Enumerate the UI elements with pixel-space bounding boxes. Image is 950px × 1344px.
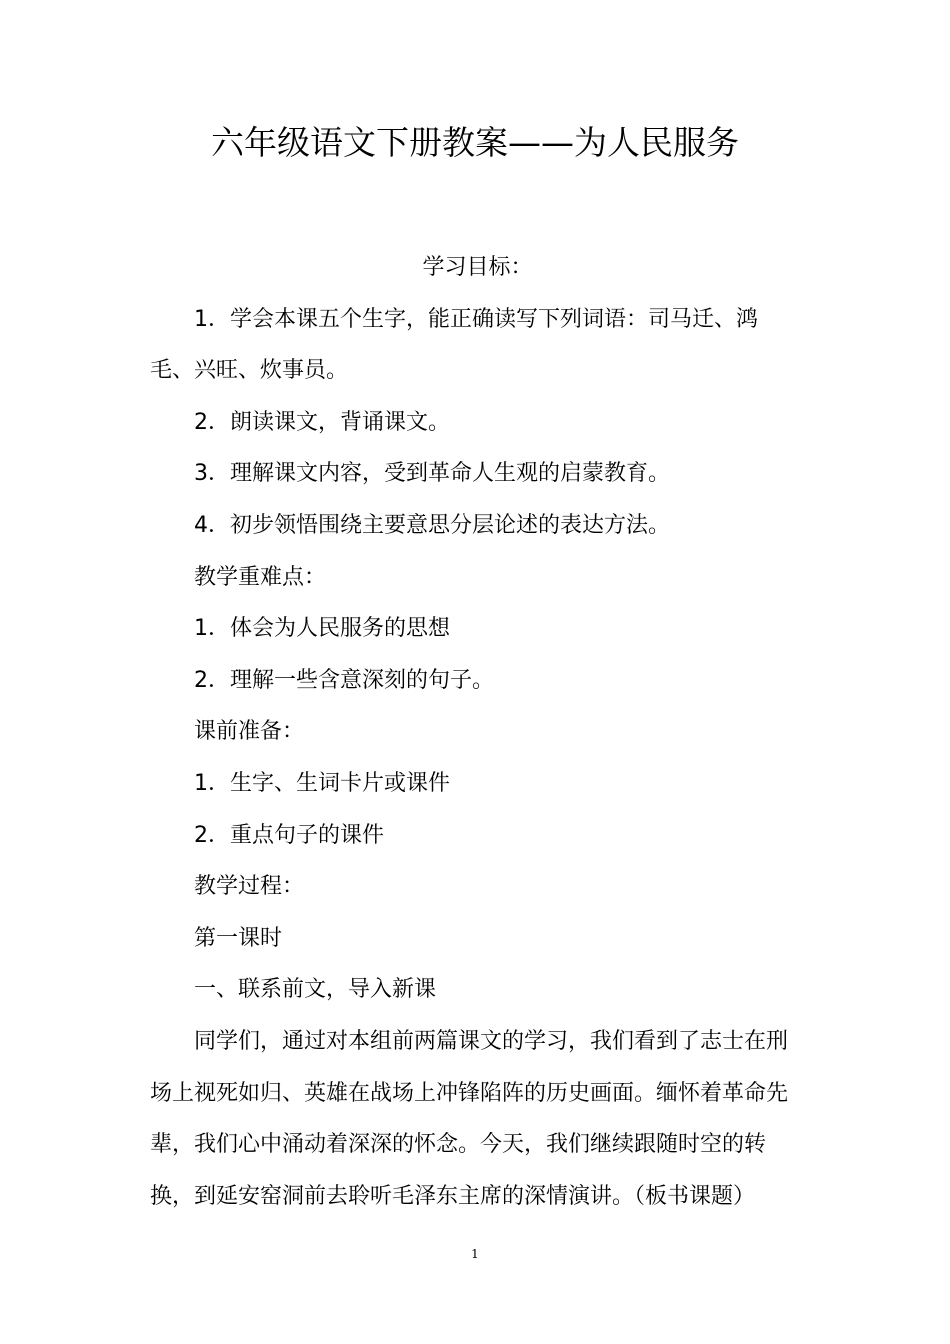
page-number: 1 xyxy=(471,1247,479,1261)
paragraph-line: 2．朗读课文，背诵课文。 xyxy=(194,409,450,435)
paragraph-line: 3．理解课文内容，受到革命人生观的启蒙教育。 xyxy=(194,461,670,487)
heading-preparation: 课前准备： xyxy=(194,719,305,745)
paragraph-line: 换，到延安窑洞前去聆听毛泽东主席的深情演讲。（板书课题） xyxy=(150,1183,756,1209)
paragraph-line: 同学们，通过对本组前两篇课文的学习，我们看到了志士在刑 xyxy=(194,1028,789,1054)
paragraph-line: 1．学会本课五个生字，能正确读写下列词语：司马迁、鸿 xyxy=(194,306,758,332)
heading-first-lesson: 第一课时 xyxy=(194,925,283,951)
paragraph-line: 毛、兴旺、炊事员。 xyxy=(150,358,349,384)
paragraph-line: 场上视死如归、英雄在战场上冲锋陷阵的历史画面。缅怀着革命先 xyxy=(150,1080,789,1106)
paragraph-line: 2．重点句子的课件 xyxy=(194,822,384,848)
section-heading: 一、联系前文，导入新课 xyxy=(194,977,437,1003)
paragraph-line: 2．理解一些含意深刻的句子。 xyxy=(194,667,494,693)
paragraph-line: 1．生字、生词卡片或课件 xyxy=(194,770,450,796)
document-title: 六年级语文下册教案——为人民服务 xyxy=(211,123,739,162)
paragraph-line: 辈，我们心中涌动着深深的怀念。今天，我们继续跟随时空的转 xyxy=(150,1132,767,1158)
heading-learning-goals: 学习目标： xyxy=(422,255,533,280)
document-body xyxy=(150,242,805,1222)
paragraph-line: 4．初步领悟围绕主要意思分层论述的表达方法。 xyxy=(194,512,670,538)
heading-key-points: 教学重难点： xyxy=(194,564,327,590)
paragraph-line: 1．体会为人民服务的思想 xyxy=(194,616,450,642)
heading-teaching-process: 教学过程： xyxy=(194,874,305,900)
